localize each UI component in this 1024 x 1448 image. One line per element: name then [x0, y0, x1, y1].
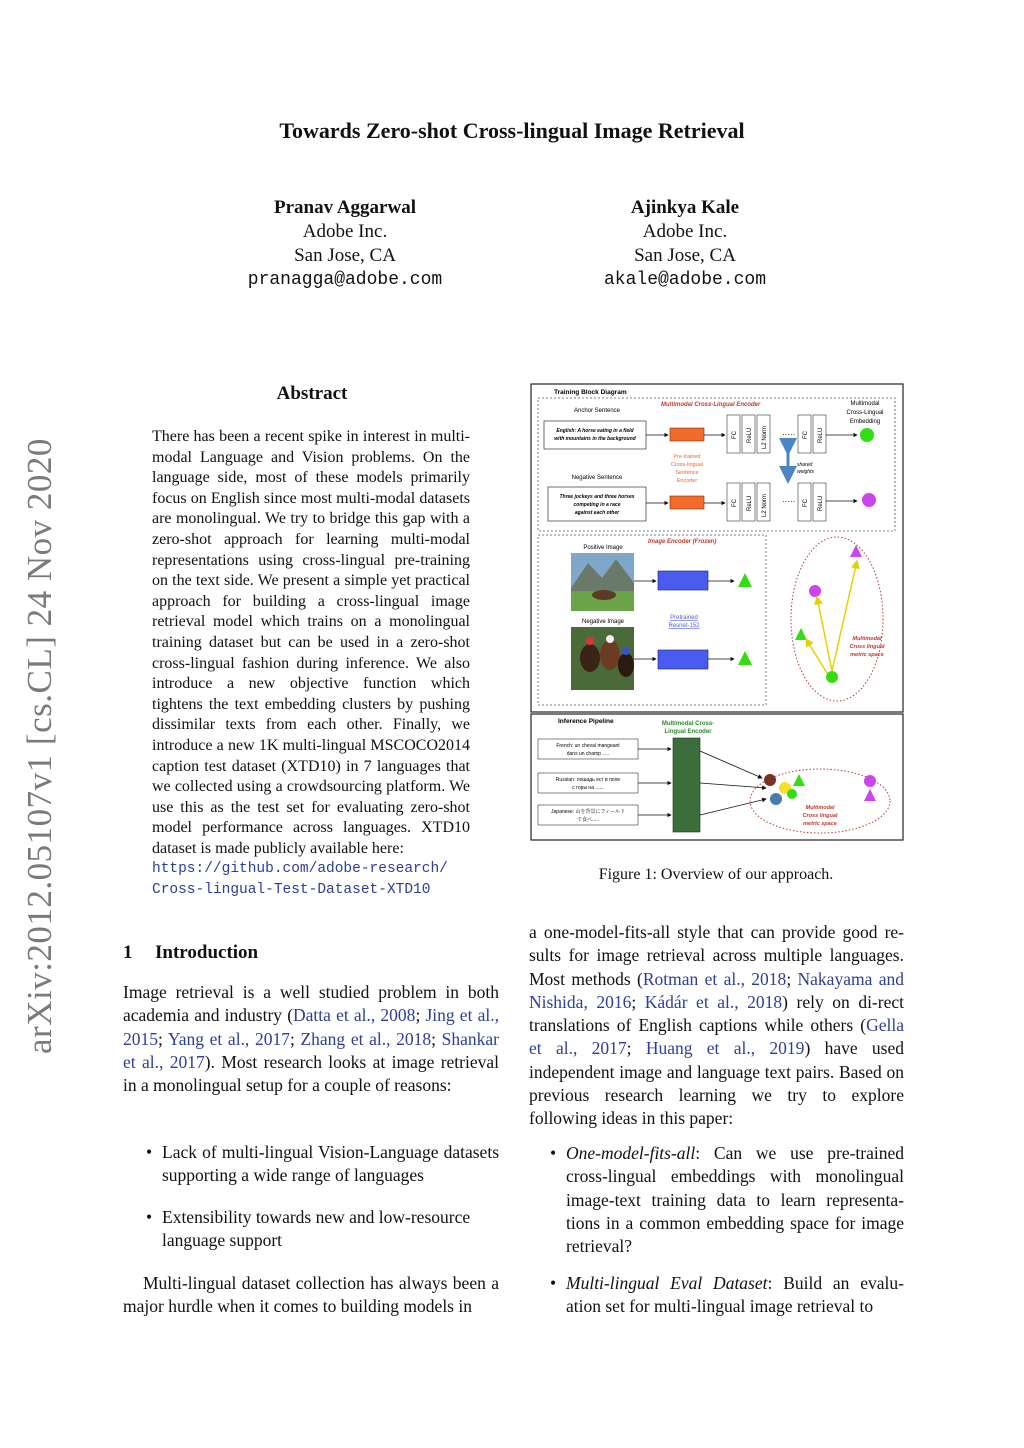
citation-link[interactable]: Gella et al., 2017	[529, 1015, 904, 1059]
text-run: a one-model-fits-all style that can provide good re-sults for image retrieval across multiple languages. Most methods (	[529, 922, 904, 989]
image-encoder-block-positive	[658, 571, 708, 590]
embedding-dot	[770, 793, 782, 805]
right-paragraph-1: a one-model-fits-all style that can provide good re-sults for image retrieval across multiple languages. Most methods (Rotman et al., 2018; Nakayama and Nishida, 2016; Kádár et al., 2018) rely on di-rect translations of English captions while others (Gella et al., 2017; Huang et al., 2019) have used independent image and language text pairs. Based on previous research learning we try to explore following ideas in this paper:	[529, 922, 904, 1129]
embedding-label-1: Multimodal	[850, 401, 880, 407]
fc-label: FC	[732, 499, 738, 507]
purple-triangle	[850, 545, 862, 557]
negative-sentence-line-1: Three jockeys and three horses	[559, 494, 635, 500]
embedding-dot	[764, 774, 776, 786]
bullet-dot: •	[550, 1273, 557, 1293]
pretrained-encoder-label-3: Sentence	[675, 470, 699, 476]
section-heading	[123, 942, 258, 964]
green-triangle	[793, 774, 805, 786]
horse	[618, 653, 634, 677]
relu-label: ReLU	[747, 495, 753, 511]
section-title: Introduction	[155, 942, 259, 963]
pretrained-encoder-label-4: Encoder	[676, 478, 698, 484]
citation-link[interactable]: Nakayama and Nishida, 2016	[529, 968, 904, 1012]
author-location: San Jose, CA	[634, 245, 736, 266]
embedding-label-2: Cross-Lingual	[846, 410, 884, 416]
pull-arrow	[806, 639, 827, 673]
abstract-heading: Abstract	[276, 383, 348, 404]
citation-link[interactable]: Huang et al., 2019	[645, 1038, 805, 1059]
resnet-label-2: Resnet-152	[668, 623, 700, 629]
japanese-line-2: で食べ.....	[577, 817, 599, 823]
author-block-1	[195, 196, 495, 292]
arrow	[700, 783, 766, 788]
section-number: 1	[123, 942, 133, 963]
layer-stack-anchor	[727, 415, 770, 453]
inference-encoder-block	[673, 738, 700, 832]
right-bullet-1	[550, 1142, 904, 1258]
green-triangle	[738, 651, 752, 665]
fc-label: FC	[803, 499, 809, 507]
green-triangle	[738, 573, 752, 587]
negative-sentence-line-3: against each other	[574, 510, 620, 516]
resnet-label-1: Pretrained	[670, 615, 698, 621]
text-run: Image retrieval is a well studied problem in both academia and industry (	[123, 982, 499, 1026]
author-affiliation: Adobe Inc.	[642, 221, 728, 242]
citation-link[interactable]: Yang et al., 2017	[167, 1028, 290, 1049]
image-encoder-title: Image Encoder (Frozen)	[648, 539, 717, 545]
bullet-text: : Can we use pre-trained cross-lingual embeddings with monolingual image-text training data to learn representa-tions in a common embedding space for image retrieval?	[566, 1143, 904, 1257]
paper-title: Towards Zero-shot Cross-lingual Image Retrieval	[279, 118, 745, 143]
relu-label: ReLU	[818, 495, 824, 511]
anchor-sentence-box	[544, 421, 646, 449]
arxiv-stamp: arXiv:2012.05107v1 [cs.CL] 24 Nov 2020	[20, 438, 59, 1054]
horse	[600, 640, 620, 670]
right-bullet-2	[550, 1272, 904, 1319]
arrow	[700, 751, 762, 778]
text-run: ) have used independent image and language text pairs. Based on previous research learning we try to explore following ideas in this paper:	[529, 1038, 904, 1129]
pretrained-encoder-label-2: Cross-lingual	[670, 462, 704, 468]
citation-link[interactable]: Zhang et al., 2018	[300, 1028, 432, 1049]
author-affiliation: Adobe Inc.	[302, 221, 388, 242]
abstract-text: There has been a recent spike in interest in multi-modal Language and Vision problems. On the language side, most of these models primarily focus on English since most multi-modal datasets are monolingual. We try to bridge this gap with a zero-shot approach for learning multi-modal representations using cross-lingual pre-training on the text side. We present a simple yet practical approach for building a cross-lingual image retrieval model which trains on a monolingual training dataset but can be used in a zero-shot cross-lingual fashion during inference. We also introduce a new objective function which tightens the text embedding clusters by pushing dissimilar texts from each other. Finally, we introduce a new 1K multi-lingual MSCOCO2014 caption test dataset (XTD10) in 7 languages that we collected using a crowdsourcing platform. We use this as the test set for evaluating zero-shot model performance across languages. XTD10 dataset is made publicly available here:	[152, 428, 470, 857]
inference-encoder-label-2: Lingual Encoder	[664, 729, 712, 735]
green-dot	[826, 671, 838, 683]
inference-encoder-label-1: Multimodal Cross-	[661, 721, 715, 727]
training-block-title: Training Block Diagram	[554, 389, 627, 396]
bullet-text: Lack of multi-lingual Vision-Language datasets supporting a wide range of languages	[162, 1142, 499, 1186]
anchor-sentence-label: Anchor Sentence	[573, 408, 621, 414]
bullet-emphasis: Multi-lingual Eval Dataset	[566, 1273, 768, 1293]
jockey	[586, 637, 594, 645]
intro-paragraph-2: Multi-lingual dataset collection has always been a major hurdle when it comes to building models in	[123, 1273, 499, 1317]
purple-dot	[864, 775, 876, 787]
french-line-1: French: un cheval mangeant	[556, 743, 620, 749]
author-name: Pranav Aggarwal	[274, 197, 416, 218]
intro-bullet-2	[146, 1206, 499, 1253]
layer-stack-negative	[727, 483, 770, 521]
relu-label: ReLU	[818, 427, 824, 443]
citation-link[interactable]: Jing et al., 2015	[123, 1005, 499, 1049]
fc-label: FC	[732, 431, 738, 439]
metric-space-label-3: metric space	[850, 652, 884, 658]
arrow	[700, 799, 766, 815]
intro-bullet-1	[146, 1141, 499, 1188]
anchor-sentence-line-2: with mountains in the background	[554, 436, 636, 442]
pretrained-encoder-label-1: Pre-trained	[673, 454, 701, 460]
text-run: ) rely on di-rect translations of English captions while others (	[529, 991, 904, 1036]
metric-space-inference-label-3: metric space	[803, 821, 837, 827]
dataset-link-line-1[interactable]: https://github.com/adobe-research/	[152, 861, 448, 878]
embedding-dot	[787, 789, 797, 799]
ellipsis: ·····	[782, 497, 796, 506]
layer-stack-anchor-2	[798, 415, 826, 453]
metric-space-label-2: Cross lingual	[849, 644, 885, 650]
japanese-line-1: Japanese: 山を背景にフィールド	[551, 809, 625, 815]
purple-triangle	[864, 789, 876, 801]
negative-image	[571, 627, 634, 690]
abstract-body	[152, 427, 470, 901]
author-email[interactable]: akale@adobe.com	[603, 270, 767, 290]
shared-weights-label-1: shared	[797, 462, 813, 468]
author-name: Ajinkya Kale	[630, 197, 740, 218]
image-encoder-block-negative	[658, 650, 708, 669]
jockey	[606, 635, 614, 643]
positive-image-label: Positive Image	[583, 545, 623, 551]
bullet-dot: •	[550, 1143, 557, 1163]
bullet-emphasis: One-model-fits-all	[566, 1143, 696, 1163]
dataset-link-line-2[interactable]: Cross-lingual-Test-Dataset-XTD10	[152, 882, 431, 899]
author-block-2	[535, 196, 835, 292]
l2-norm-label: L2 Norm	[762, 425, 768, 449]
green-embedding-dot	[860, 428, 874, 442]
inference-title: Inference Pipeline	[558, 718, 614, 725]
approach-figure	[530, 383, 904, 842]
horse	[580, 644, 600, 672]
bullet-text: Extensibility towards new and low-resource language support	[162, 1207, 471, 1251]
relu-label: ReLU	[747, 427, 753, 443]
anchor-sentence-line-1: English: A horse eating in a field	[556, 428, 634, 434]
citation-link[interactable]: Datta et al., 2008	[293, 1005, 416, 1026]
negative-sentence-label: Negative Sentence	[571, 475, 623, 481]
purple-dot	[809, 585, 821, 597]
author-location: San Jose, CA	[294, 245, 396, 266]
bullet-dot: •	[146, 1142, 153, 1162]
figure-caption: Figure 1: Overview of our approach.	[598, 866, 834, 883]
intro-paragraph-1: Image retrieval is a well studied problem in both academia and industry (Datta et al., 2008; Jing et al., 2015; Yang et al., 2017; Zhang et al., 2018; Shankar et al., 2017). Most research looks at image retrieval in a monolingual setup for a couple of reasons:	[123, 982, 500, 1096]
author-email[interactable]: pranagga@adobe.com	[247, 270, 443, 290]
shared-weights-label-2: weights	[797, 469, 814, 475]
positive-image	[571, 553, 634, 611]
citation-link[interactable]: Kádár et al., 2018	[644, 991, 783, 1012]
horse	[592, 590, 616, 600]
jockey	[622, 647, 630, 655]
layer-stack-negative-2	[798, 483, 826, 521]
l2-norm-label: L2 Norm	[762, 493, 768, 517]
text-run: ). Most research looks at image retrieval in a monolingual setup for a couple of reasons:	[123, 1051, 500, 1096]
sentence-encoder-block-negative	[670, 496, 704, 509]
bullet-text: : Build an evalu-ation set for multi-lingual image retrieval to	[566, 1273, 904, 1317]
encoder-title: Multimodal Cross-Lingual Encoder	[661, 402, 761, 408]
russian-line-2: с горы на ......	[572, 785, 604, 791]
bullet-dot: •	[146, 1207, 153, 1227]
metric-space-label-1: Multimodal	[852, 636, 882, 642]
purple-embedding-dot	[862, 493, 876, 507]
embedding-label-3: Embedding	[849, 419, 881, 425]
green-triangle	[795, 628, 807, 640]
ellipsis: ·····	[782, 430, 796, 439]
metric-space-inference-label-2: Cross lingual	[802, 813, 838, 819]
metric-space-inference-label-1: Multimodal	[805, 805, 835, 811]
negative-sentence-line-2: competing in a race	[573, 502, 621, 508]
negative-image-label: Negative Image	[581, 619, 625, 625]
fc-label: FC	[803, 431, 809, 439]
citation-link[interactable]: Shankar et al., 2017	[123, 1028, 499, 1072]
sentence-encoder-block-anchor	[670, 428, 704, 441]
citation-link[interactable]: Rotman et al., 2018	[642, 968, 787, 989]
russian-line-1: Russian: лошадь ест в поле	[555, 777, 621, 783]
french-line-2: dans un champ .....	[566, 751, 610, 757]
